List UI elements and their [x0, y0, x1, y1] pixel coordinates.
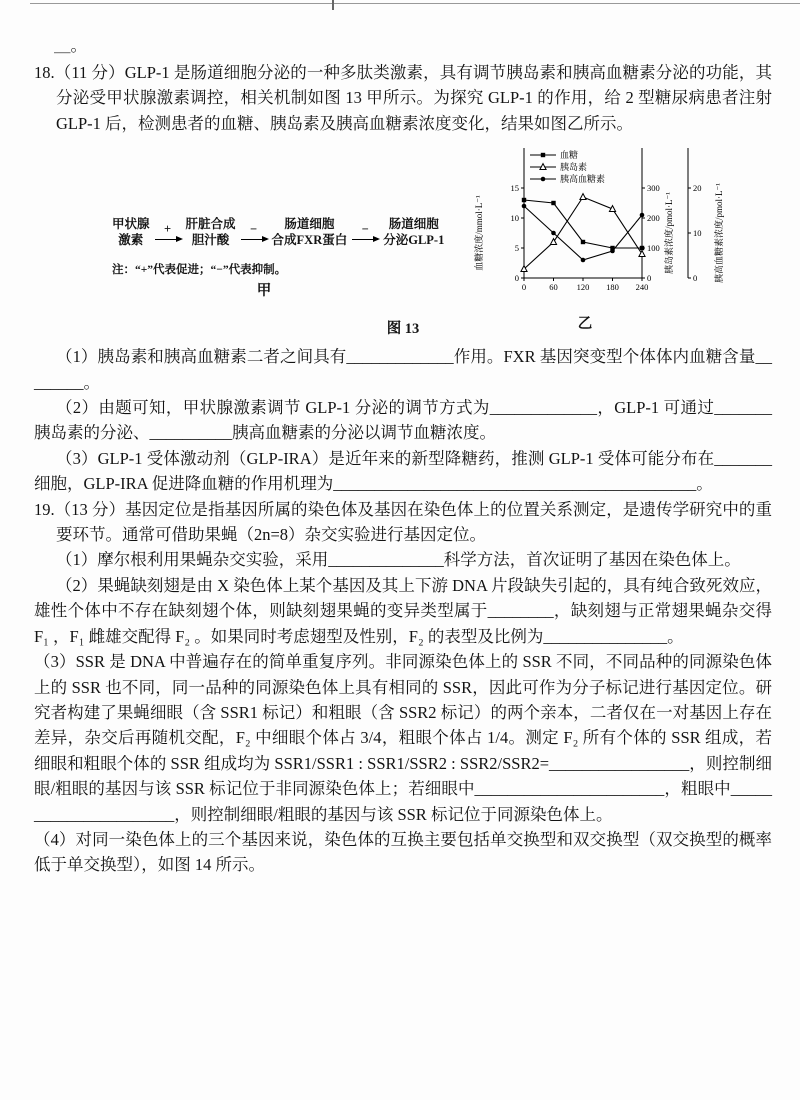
- figure-13: [34, 140, 772, 333]
- svg-text:5: 5: [514, 243, 519, 254]
- svg-text:120: 120: [576, 282, 590, 293]
- svg-text:60: 60: [549, 282, 558, 293]
- svg-text:胰高血糖素: 胰高血糖素: [560, 174, 606, 185]
- svg-text:100: 100: [647, 243, 660, 254]
- svg-text:180: 180: [606, 282, 619, 293]
- flow-node-thyroid-hormone: 甲状腺 激素: [112, 217, 150, 248]
- question-18-1: （1）胰岛素和胰高血糖素二者之间具有_____________作用。FXR 基因突变型个体体内血糖含量________。: [34, 347, 772, 392]
- svg-text:血糖: 血糖: [560, 150, 579, 161]
- question-19-2: （2）果蝇缺刻翅是由 X 染色体上某个基因及其上下游 DNA 片段缺失引起的，具有纯合致死效应，雄性个体中不存在缺刻翅个体，则缺刻翅果蝇的变异类型属于________，缺刻翅与正常翅果蝇杂交得 F₁ ，F₁ 雌雄交配得 F₂ 。如果同时考虑翅型及性别，F₂ 的表型及比例为_______________。: [34, 575, 772, 646]
- figure-legend-note: 注：“+”代表促进；“−”代表抑制。: [112, 263, 287, 276]
- concentration-line-chart: [470, 142, 732, 314]
- right-arrow-icon: [155, 239, 181, 240]
- flow-node-glp1-secretion: 肠道细胞 分泌GLP-1: [383, 217, 445, 248]
- flow-arrow-inhibit-2: [351, 224, 379, 240]
- svg-text:0: 0: [693, 273, 698, 284]
- plus-sign: +: [163, 222, 172, 237]
- svg-text:240: 240: [635, 282, 649, 293]
- flow-node-fxr-protein: 肠道细胞 合成FXR蛋白: [271, 217, 348, 248]
- question-19-1: （1）摩尔根利用果蝇杂交实验，采用______________科学方法，首次证明了基因在染色体上。: [56, 550, 741, 570]
- figure-13-caption: 图 13: [386, 321, 420, 338]
- question-18-stem: 18.（11 分）GLP-1 是肠道细胞分泌的一种多肽类激素，具有调节胰岛素和胰高血糖素分泌的功能，其分泌受甲状腺激素调控，相关机制如图 13 甲所示。为探究 GLP-1 的作用，给 2 型糖尿病患者注射 GLP-1 后，检测患者的血糖、胰岛素及胰高血糖素浓度变化，结果如图乙所示。: [34, 63, 772, 133]
- svg-text:200: 200: [647, 213, 660, 224]
- page-top-tick: [332, 0, 334, 10]
- page-top-rule: [30, 3, 800, 4]
- svg-text:10: 10: [693, 228, 702, 239]
- svg-text:胰岛素浓度/pmol·L⁻¹: 胰岛素浓度/pmol·L⁻¹: [664, 192, 674, 275]
- right-arrow-icon: [241, 239, 267, 240]
- svg-text:胰高血糖素浓度/pmol·L⁻¹: 胰高血糖素浓度/pmol·L⁻¹: [714, 183, 724, 284]
- question-18-3: （3）GLP-1 受体激动剂（GLP-IRA）是近年来的新型降糖药，推测 GLP-1 受体可能分布在_______细胞，GLP-IRA 促进降血糖的作用机理为____________________________________________。: [34, 448, 772, 494]
- svg-text:血糖浓度/mmol·L⁻¹: 血糖浓度/mmol·L⁻¹: [474, 195, 484, 271]
- svg-text:0: 0: [521, 282, 527, 293]
- minus-sign: −: [249, 222, 258, 237]
- previous-answer-fragment: ＿。: [54, 36, 87, 55]
- flow-node-liver-bile-acid: 肝脏合成 胆汁酸: [185, 217, 236, 248]
- svg-text:0: 0: [514, 273, 519, 284]
- question-19-4: （4）对同一染色体上的三个基因来说，染色体的互换主要包括单交换型和双交换型（双交换型的概率低于单交换型），如图 14 所示。: [34, 829, 772, 875]
- question-18-2: （2）由题可知，甲状腺激素调节 GLP-1 分泌的调节方式为_____________，GLP-1 可通过_______胰岛素的分泌、__________胰高血糖素的分泌以调节血糖浓度。: [34, 398, 772, 443]
- svg-text:300: 300: [647, 183, 660, 194]
- svg-text:胰岛素: 胰岛素: [560, 162, 588, 173]
- subfigure-label-yi: 乙: [577, 316, 593, 333]
- figure-13-chart-block: [470, 140, 760, 333]
- svg-text:0: 0: [647, 273, 652, 284]
- subfigure-label-jia: 甲: [256, 282, 272, 299]
- svg-text:20: 20: [693, 183, 702, 194]
- minus-sign: −: [361, 222, 369, 237]
- figure-13-flow-diagram: [34, 140, 470, 333]
- question-19-3: （3）SSR 是 DNA 中普遍存在的简单重复序列。非同源染色体上的 SSR 不同，不同品种的同源染色体上的 SSR 也不同，同一品种的同源染色体上具有相同的 SSR，因此可作为分子标记进行基因定位。研究者构建了果蝇细眼（含 SSR1 标记）和粗眼（含 SSR2 标记）的两个亲本，二者仅在一对基因上存在差异，杂交后再随机交配，F₂ 中细眼个体占 3/4，粗眼个体占 1/4。测定 F₂ 所有个体的 SSR 组成，若细眼和粗眼个体的 SSR 组成均为 SSR1/SSR1 : SSR1/SSR2 : SSR2/SSR2=_________________，则控制细眼/粗眼的基因与该 SSR 标记位于非同源染色体上；若细眼中_______________________，粗眼中______________________，则控制细眼/粗眼的基因与该 SSR 标记位于同源染色体上。: [34, 652, 772, 824]
- right-arrow-icon: [352, 239, 378, 240]
- question-19-stem: 19.（13 分）基因定位是指基因所属的染色体及基因在染色体上的位置关系测定，是遗传学研究中的重要环节。通常可借助果蝇（2n=8）杂交实验进行基因定位。: [34, 499, 772, 545]
- flow-arrow-promote: [154, 224, 182, 240]
- svg-text:15: 15: [510, 183, 519, 194]
- flow-chart: [34, 216, 470, 249]
- flow-arrow-inhibit-1: [240, 224, 268, 240]
- svg-text:10: 10: [510, 213, 519, 224]
